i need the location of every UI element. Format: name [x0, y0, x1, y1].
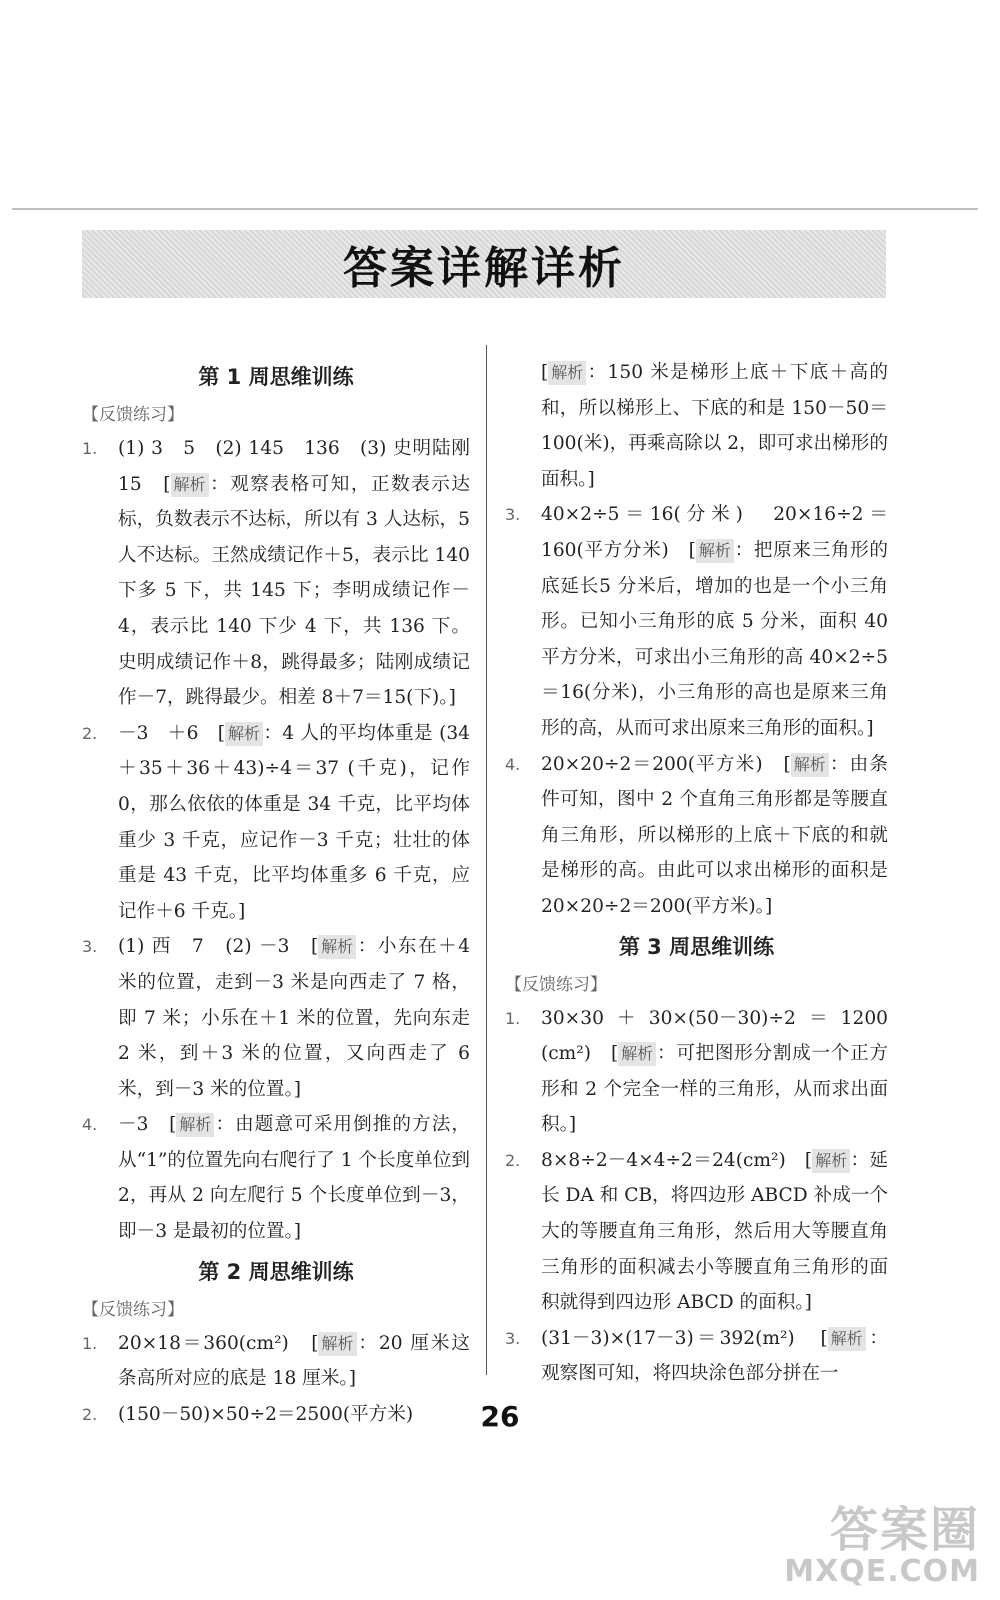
answer-number: 2. [82, 723, 98, 743]
answer-text: (150－50)×50÷2＝2500(平方米) [118, 1403, 414, 1425]
note-label: 解析 [225, 722, 263, 746]
answer-text: 20×18＝360(cm²) [ [118, 1332, 319, 1354]
note-label: 解析 [176, 1113, 214, 1137]
answer-number: 3. [82, 937, 98, 957]
answer-number: 1. [82, 1333, 98, 1353]
answer-text: (1) 3 5 (2) 145 136 (3) 史明陆刚 15 [ [118, 438, 489, 495]
explanation-text: ：把原来三角形的底延长5 分米后，增加的也是一个小三角形。已知小三角形的底 5 分米，面积 40 平方分米，可求出小三角形的高 40×2÷5＝16(分米)，小三角形的高也是原来三角形的高，从而可求出原来三角形的面积。] [541, 539, 888, 739]
answer-number: 4. [505, 754, 521, 774]
answer-item [505, 747, 888, 925]
header-banner [82, 230, 886, 298]
answer-text: 8×8÷2－4×4÷2＝24(cm²) [ [541, 1149, 813, 1171]
watermark-logo [784, 1502, 980, 1589]
explanation-text: ：由条件可知，图中 2 个直角三角形都是等腰直角三角形，所以梯形的上底＋下底的和就是梯形的高。由此可以求出梯形的面积是 20×20÷2＝200(平方米)。] [541, 753, 888, 917]
answer-item [82, 1326, 470, 1397]
note-label: 解析 [618, 1042, 656, 1066]
top-rule [12, 208, 978, 210]
answer-number: 1. [505, 1008, 521, 1028]
answer-item [82, 431, 489, 716]
answer-item-continued [505, 355, 888, 497]
answer-text: (1) 西 7 (2) －3 [ [118, 936, 319, 958]
answer-item [505, 497, 888, 746]
note-label: 解析 [318, 1332, 356, 1356]
explanation-text: ：延长 DA 和 CB，将四边形 ABCD 补成一个大的等腰直角三角形，然后用大等腰直角三角形的面积减去小等腰直角三角形的面积就得到四边形 ABCD 的面积。] [541, 1149, 888, 1314]
explanation-text: ：4 人的平均体重是 (34＋35＋36＋43)÷4＝37 (千克)，记作 0，那么依依的体重是 34 千克，比平均体重少 3 千克，应记作－3 千克；壮壮的体重是 43 千克，比平均体重多 6 千克，应记作＋6 千克。] [118, 722, 470, 922]
explanation-text: ：150 米是梯形上底＋下底＋高的和，所以梯形上、下底的和是 150－50＝100(米)，再乘高除以 2，即可求出梯形的面积。] [541, 362, 888, 490]
column-divider [486, 345, 487, 1375]
answer-item [505, 1001, 888, 1143]
week-1-feedback-label: 【反馈练习】 [82, 405, 184, 425]
answer-item [82, 1107, 470, 1249]
answer-item [82, 929, 470, 1107]
note-label: 解析 [791, 753, 829, 777]
explanation-text: ：小东在＋4 米的位置，走到－3 米是向西走了 7 格，即 7 米；小乐在＋1 米的位置，先向东走 2 米，到＋3 米的位置，又向西走了 6 米，到－3 米的位置。] [118, 936, 470, 1100]
answer-text: (31－3)×(17－3)＝392(m²) [ [541, 1327, 828, 1349]
week-2-feedback-label: 【反馈练习】 [82, 1299, 184, 1320]
watermark-en: MXQE.COM [784, 1554, 980, 1589]
explanation-text: ：20 厘米这条高所对应的底是 18 厘米。] [118, 1332, 470, 1390]
note-label: 解析 [828, 1327, 866, 1351]
answer-number: 2. [82, 1404, 98, 1424]
answer-number: 3. [505, 1328, 521, 1348]
explanation-text: ：由题意可采用倒推的方法，从“1”的位置先向右爬行了 1 个长度单位到 2，再从 2 向左爬行 5 个长度单位到－3，即－3 是最初的位置。] [118, 1114, 470, 1243]
answer-number: 3. [505, 505, 521, 525]
answer-item [505, 1143, 888, 1321]
explanation-text: ：可把图形分割成一个正方形和 2 个完全一样的三角形，从而求出面积。] [541, 1043, 888, 1136]
week-2-title: 第 2 周思维训练 [198, 1259, 354, 1284]
answer-text: －3 ＋6 [ [118, 722, 225, 744]
explanation-text: ：观察图可知，将四块涂色部分拼在一 [541, 1327, 888, 1385]
answer-text: [ [541, 362, 549, 383]
answer-text: 20×20÷2＝200(平方米) [ [541, 753, 791, 775]
answer-text: 30×30＋30×(50－30)÷2＝1200 (cm²) [ [541, 1007, 888, 1065]
page-title: 答案详解详析 [343, 243, 625, 294]
note-label: 解析 [171, 473, 209, 497]
answer-text: 40×2÷5＝16(分米) 20×16÷2＝160(平方分米) [ [541, 504, 888, 561]
answer-number: 4. [82, 1115, 98, 1135]
answer-number: 2. [505, 1150, 521, 1170]
answer-number: 1. [82, 439, 98, 458]
left-column [82, 355, 489, 1432]
note-label: 解析 [548, 361, 586, 385]
week-3-title: 第 3 周思维训练 [618, 934, 775, 959]
page-number: 26 [480, 1400, 520, 1433]
answer-text: －3 [ [118, 1114, 177, 1136]
note-label: 解析 [318, 935, 356, 959]
explanation-text: ：观察表格可知，正数表示达标，负数表示不达标，所以有 3 人达标，5 人不达标。王然成绩记作＋5，表示比 140 下多 5 下，共 145 下；李明成绩记作－4，表示比 140 下少 4 下，共 136 下。史明成绩记作＋8，跳得最多；陆刚成绩记作－7，跳得最少。相差 8＋7＝15(下)。] [118, 473, 470, 709]
watermark-cn: 答案圈 [829, 1502, 980, 1558]
answer-item [505, 1321, 888, 1392]
note-label: 解析 [812, 1149, 850, 1173]
right-column [505, 355, 888, 1392]
answer-item [82, 716, 470, 930]
note-label: 解析 [696, 539, 734, 563]
week-1-title: 第 1 周思维训练 [198, 365, 354, 389]
week-3-feedback-label: 【反馈练习】 [505, 974, 607, 995]
